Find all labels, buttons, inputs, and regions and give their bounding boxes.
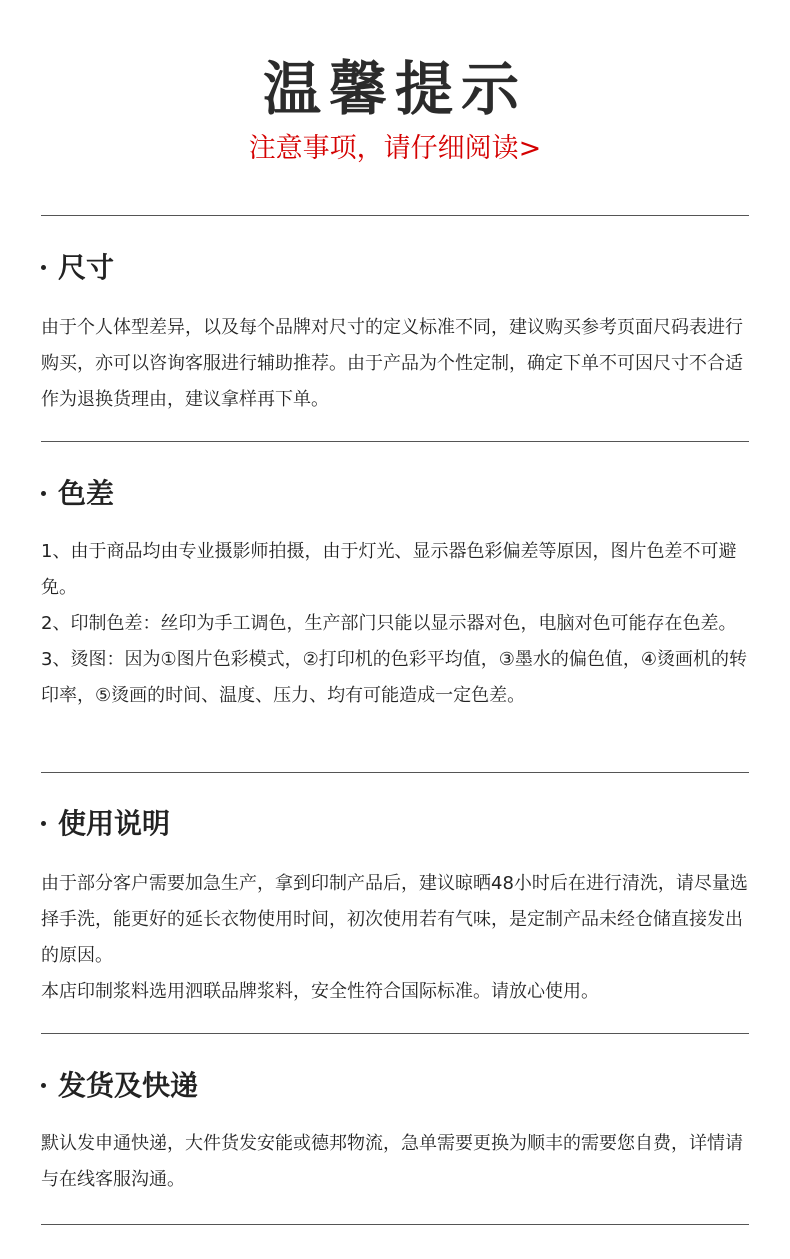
- divider: [41, 1224, 749, 1225]
- section-heading-shipping: [41, 1066, 198, 1106]
- bullet-dot-icon: [41, 821, 46, 826]
- section-heading-label: 使用说明: [58, 807, 171, 840]
- section-body-color-difference: [41, 534, 753, 714]
- paragraph: 3、烫图：因为①图片色彩模式，②打印机的色彩平均值，③墨水的偏色值，④烫画机的转印率，⑤烫画的时间、温度、压力、均有可能造成一定色差。: [41, 649, 747, 706]
- page-subtitle: 注意事项，请仔细阅读>: [248, 133, 542, 164]
- section-heading-size: [41, 248, 114, 288]
- paragraph: 由于个人体型差异，以及每个品牌对尺寸的定义标准不同，建议购买参考页面尺码表进行购买，亦可以咨询客服进行辅助推荐。由于产品为个性定制，确定下单不可因尺寸不合适作为退换货理由，建议拿样再下单。: [41, 317, 743, 410]
- section-body-usage: [41, 866, 753, 1010]
- section-heading-label: 尺寸: [58, 251, 115, 284]
- paragraph: 默认发申通快递，大件货发安能或德邦物流，急单需要更换为顺丰的需要您自费，详情请与在线客服沟通。: [41, 1133, 743, 1190]
- paragraph: 1、由于商品均由专业摄影师拍摄，由于灯光、显示器色彩偏差等原因，图片色差不可避免。: [41, 541, 737, 598]
- page-title: 温馨提示: [262, 55, 527, 123]
- bullet-dot-icon: [41, 265, 46, 270]
- divider: [41, 215, 749, 216]
- section-body-size: [41, 310, 753, 418]
- paragraph: 本店印制浆料选用泗联品牌浆料，安全性符合国际标准。请放心使用。: [41, 981, 599, 1002]
- bullet-dot-icon: [41, 491, 46, 496]
- section-heading-usage: [41, 804, 170, 844]
- paragraph: 由于部分客户需要加急生产，拿到印制产品后，建议晾晒48小时后在进行清洗，请尽量选择手洗，能更好的延长衣物使用时间，初次使用若有气味，是定制产品未经仓储直接发出的原因。: [41, 873, 748, 966]
- divider: [41, 1033, 749, 1034]
- bullet-dot-icon: [41, 1083, 46, 1088]
- section-body-shipping: [41, 1126, 753, 1198]
- divider: [41, 441, 749, 442]
- section-heading-label: 发货及快递: [58, 1069, 199, 1102]
- section-heading-label: 色差: [58, 477, 115, 510]
- paragraph: 2、印制色差：丝印为手工调色，生产部门只能以显示器对色，电脑对色可能存在色差。: [41, 613, 737, 634]
- divider: [41, 772, 749, 773]
- section-heading-color-difference: [41, 474, 114, 514]
